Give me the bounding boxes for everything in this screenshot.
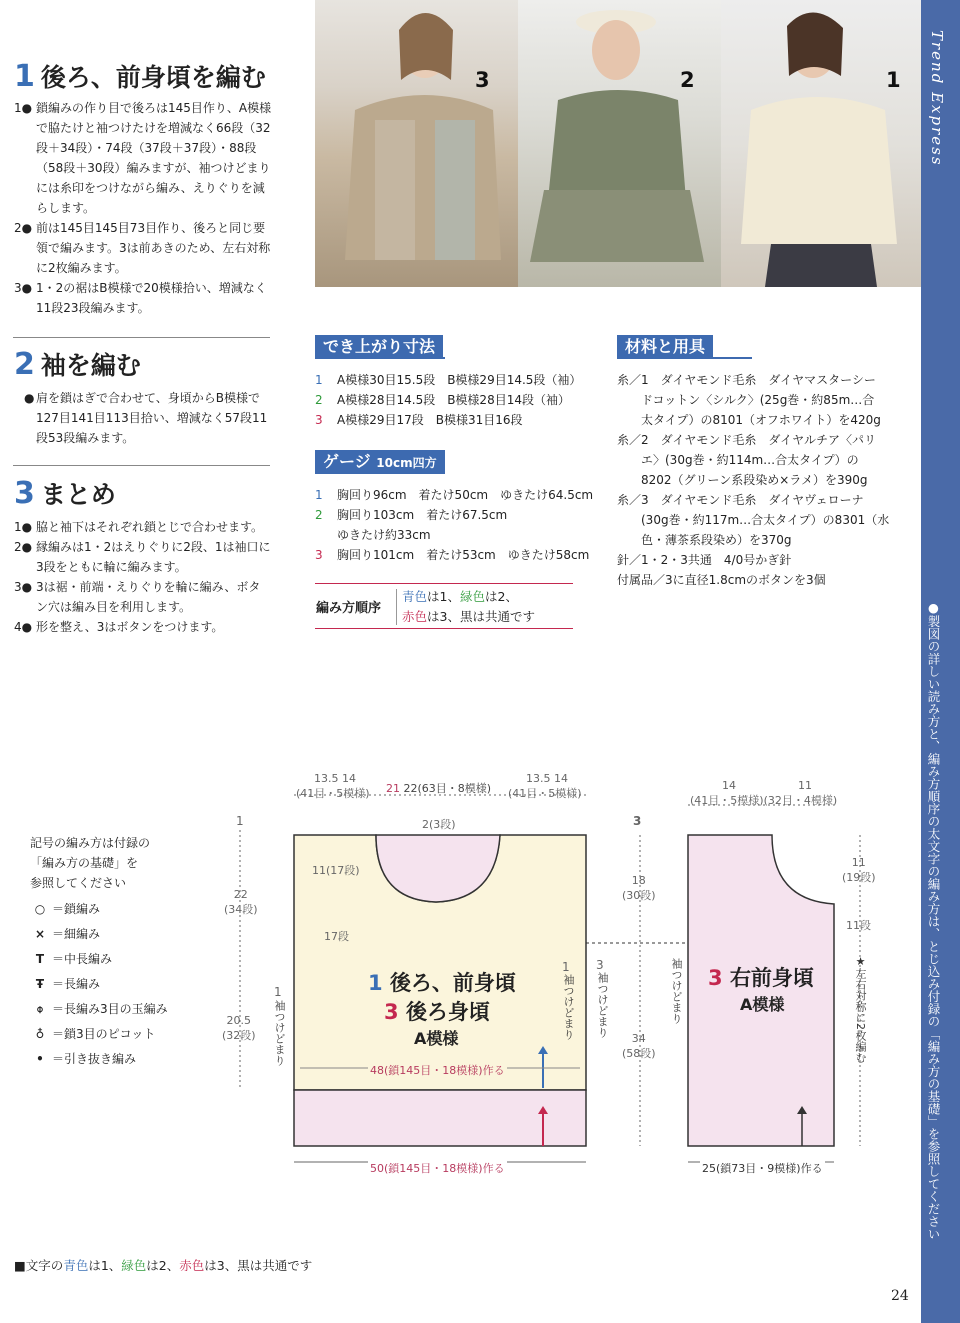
item-number: 4● bbox=[14, 620, 33, 634]
dim-value: 11 bbox=[798, 779, 812, 792]
item-text: 胸回り96cm 着たけ50cm ゆきたけ64.5cm bbox=[337, 488, 594, 502]
item-number: 2 bbox=[315, 508, 323, 522]
label-n3: 3 bbox=[596, 958, 604, 972]
materials-line: 色・薄茶系段染め）を370g bbox=[617, 533, 792, 547]
dim-value: 22 bbox=[233, 888, 248, 901]
item-number: 1● bbox=[14, 101, 33, 115]
step2-title: 袖を編む bbox=[40, 351, 141, 380]
item-text: 脇と袖下はそれぞれ鎖とじで合わせます。 bbox=[36, 520, 264, 534]
right-panel-title bbox=[708, 962, 814, 992]
page-number: 24 bbox=[891, 1288, 909, 1304]
dim-50 bbox=[368, 1160, 507, 1176]
materials-line: 付属品／3に直径1.8cmのボタンを3個 bbox=[617, 573, 826, 587]
dim-value: (41目・5模様)(32目・4模様) bbox=[690, 794, 838, 807]
footer-red: 赤色 bbox=[179, 1258, 205, 1273]
panel-title-1 bbox=[368, 967, 516, 997]
panel-num: 1 bbox=[368, 971, 383, 995]
dim-48 bbox=[368, 1062, 507, 1078]
panel-num: 3 bbox=[708, 966, 723, 990]
legend-intro: 参照してください bbox=[30, 876, 127, 890]
dim-value: 22(63目・8模様) bbox=[403, 782, 492, 795]
dim-value: (32段) bbox=[222, 1029, 256, 1042]
legend-text: ＝中長編み bbox=[52, 952, 113, 966]
panel-text: 後ろ身頃 bbox=[405, 1000, 490, 1024]
bobble-stitch-icon: ⌽ bbox=[36, 1002, 44, 1016]
dim-25: 25(鎖73目・9模様)作る bbox=[702, 1162, 823, 1175]
step2-number: 2 bbox=[14, 347, 35, 382]
dim-value: 20.5 bbox=[226, 1014, 252, 1027]
footer-text: は2、 bbox=[146, 1258, 180, 1273]
picot-icon: ♁ bbox=[35, 1027, 45, 1041]
dim-right-top bbox=[690, 779, 837, 808]
legend-text: ＝鎖編み bbox=[52, 902, 101, 916]
item-text: 形を整え、3はボタンをつけます。 bbox=[36, 620, 224, 634]
materials-tag: 材料と用具 bbox=[617, 335, 713, 359]
dim-value: 48(鎖145目・18模様)作る bbox=[370, 1064, 505, 1077]
step3-title: まとめ bbox=[40, 480, 116, 509]
label-mid-3: 3 bbox=[633, 814, 642, 828]
photo-label-2: 2 bbox=[680, 68, 695, 92]
footer-blue: 青色 bbox=[63, 1258, 89, 1273]
item-number: 3 bbox=[315, 413, 323, 427]
legend-text: ＝長編み3目の玉編み bbox=[52, 1002, 168, 1016]
gauge-title: ゲージ bbox=[323, 452, 371, 471]
materials-line: 8202（グリーン系段染め×ラメ）を390g bbox=[617, 473, 868, 487]
dim-value: 18 bbox=[631, 874, 646, 887]
legend-text: ＝引き抜き編み bbox=[52, 1052, 137, 1066]
item-number: ● bbox=[24, 391, 35, 405]
item-text: A模様29目17段 B模様31目16段 bbox=[337, 413, 523, 427]
step1-number: 1 bbox=[14, 59, 35, 94]
materials-line: 針／1・2・3共通 4/0号かぎ針 bbox=[617, 553, 792, 567]
footer-text: は1、 bbox=[88, 1258, 122, 1273]
panel-text: 右前身頃 bbox=[729, 966, 814, 990]
panel-pattern: A模様 bbox=[740, 995, 785, 1014]
dim-34 bbox=[622, 1032, 656, 1061]
legend-text: ＝細編み bbox=[52, 927, 101, 941]
dim-value: 13.5 14 bbox=[314, 772, 356, 785]
item-text: 胸回り103cm 着たけ67.5cm bbox=[337, 508, 508, 522]
photo-label-1: 1 bbox=[886, 68, 901, 92]
materials-line: 太タイプ）の8101（オフホワイト）を420g bbox=[617, 413, 881, 427]
dim-value: 11 bbox=[851, 856, 866, 869]
label-sleeve-stop: 袖つけどまり bbox=[273, 1000, 286, 1066]
dim-value: (34段) bbox=[224, 903, 258, 916]
dim-value: 14 bbox=[722, 779, 736, 792]
note-mirror: ★左右対称に2枚編む bbox=[854, 955, 867, 1063]
chain-stitch-icon: ○ bbox=[34, 902, 46, 916]
dim-22 bbox=[224, 888, 258, 917]
dim-value: 21 bbox=[386, 782, 400, 795]
materials-line: 糸／3 ダイヤモンド毛糸 ダイヤヴェローナ bbox=[617, 493, 864, 507]
item-text: 鎖編みの作り目で後ろは145目作り、A模様で脇たけと袖つけたけを増減なく66段（32段＋34段）・74段（37段＋37段）・88段（58段＋30段）編みますが、袖つけどまりには糸印をつけながら編み、えりぐりを減らします。 bbox=[36, 101, 272, 215]
legend-intro: 記号の編み方は付録の bbox=[30, 836, 151, 850]
step3-number: 3 bbox=[14, 476, 35, 511]
materials-line: エ〉(30g巻・約114m…合太タイプ）の bbox=[617, 453, 859, 467]
item-text: ゆきたけ約33cm bbox=[337, 528, 431, 542]
double-crochet-icon: Ŧ bbox=[35, 977, 45, 991]
dim-11-rows: 11段 bbox=[846, 919, 871, 932]
dim-value: 13.5 14 bbox=[526, 772, 568, 785]
dim-neck: 2(3段) bbox=[422, 818, 456, 831]
item-number: 2● bbox=[14, 540, 33, 554]
item-text: 縁編みは1・2はえりぐりに2段、1は袖口に3段をともに輪に編みます。 bbox=[36, 540, 271, 574]
legend-intro: 「編み方の基礎」を bbox=[30, 856, 139, 870]
item-text: A模様30目15.5段 B模様29目14.5段（袖） bbox=[337, 373, 582, 387]
dim-value: (30段) bbox=[622, 889, 656, 902]
order-text: は1、 bbox=[427, 589, 460, 604]
panel-text: 後ろ、前身頃 bbox=[389, 971, 516, 995]
single-crochet-icon: × bbox=[34, 927, 46, 941]
footer-note bbox=[14, 1256, 312, 1274]
item-number: 2 bbox=[315, 393, 323, 407]
dim-11 bbox=[842, 856, 876, 885]
legend-text: ＝長編み bbox=[52, 977, 101, 991]
gauge-subtitle: 10cm四方 bbox=[376, 456, 437, 470]
materials-line: 糸／2 ダイヤモンド毛糸 ダイヤルチア〈パリ bbox=[617, 433, 877, 447]
item-number: 3● bbox=[14, 281, 33, 295]
slip-stitch-icon: • bbox=[36, 1052, 44, 1066]
order-label: 編み方順序 bbox=[316, 601, 382, 616]
materials-line: ドコットン〈シルク〉(25g巻・約85m…合 bbox=[617, 393, 875, 407]
item-text: 胸回り101cm 着たけ53cm ゆきたけ58cm bbox=[337, 548, 590, 562]
photo-label-3: 3 bbox=[475, 68, 490, 92]
item-number: 1● bbox=[14, 520, 33, 534]
item-text: 前は145目145目73目作り、後ろと同じ要領で編みます。3は前あきのため、左右対称に2枚編みます。 bbox=[36, 221, 271, 275]
side-note: ●製図の詳しい読み方と、編み方順序の太文字の編み方は、とじ込み付録の「編み方の基礎」を参照してください bbox=[926, 600, 941, 1240]
item-text: 1・2の裾はB模様で20模様拾い、増減なく11段23段編みます。 bbox=[36, 281, 267, 315]
brand-title: Trend Express bbox=[928, 30, 946, 167]
label-sleeve-stop: 袖つけどまり bbox=[562, 974, 575, 1040]
footer-text: は3、黒は共通です bbox=[204, 1258, 313, 1273]
order-text: は3、黒は共通です bbox=[427, 609, 535, 624]
item-number: 1 bbox=[315, 488, 323, 502]
footer-text: ■文字の bbox=[14, 1258, 64, 1273]
label-side-1: 1 bbox=[236, 814, 244, 828]
panel-pattern: A模様 bbox=[414, 1029, 459, 1048]
dim-17-rows: 17段 bbox=[324, 930, 349, 943]
dim-value: (41目・5模様) bbox=[296, 787, 370, 800]
panel-num: 3 bbox=[384, 1000, 399, 1024]
color-red: 赤色 bbox=[402, 609, 428, 624]
color-green: 緑色 bbox=[459, 589, 485, 604]
legend-text: ＝鎖3目のピコット bbox=[52, 1027, 156, 1041]
materials-line: 糸／1 ダイヤモンド毛糸 ダイヤマスターシー bbox=[617, 373, 876, 387]
dim-value: (41目・5模様) bbox=[508, 787, 582, 800]
item-number: 2● bbox=[14, 221, 33, 235]
label-sleeve-n: 1 bbox=[274, 985, 282, 999]
label-sleeve-stop: 袖つけどまり bbox=[670, 958, 683, 1024]
item-text: 肩を鎖はぎで合わせて、身頃からB模様で127目141目113目拾い、増減なく57段11段53段編みます。 bbox=[36, 391, 268, 445]
item-text: 3は裾・前端・えりぐりを輪に編み、ボタン穴は編み目を利用します。 bbox=[36, 580, 261, 614]
dim-value: (19段) bbox=[842, 871, 876, 884]
item-number: 3● bbox=[14, 580, 33, 594]
dim-205 bbox=[222, 1014, 256, 1043]
half-double-crochet-icon: T bbox=[35, 952, 45, 966]
label-n1: 1 bbox=[562, 960, 570, 974]
order-text: は2、 bbox=[484, 589, 518, 604]
footer-green: 緑色 bbox=[121, 1258, 147, 1273]
color-blue: 青色 bbox=[402, 589, 428, 604]
step1-title: 後ろ、前身頃を編む bbox=[40, 63, 266, 92]
item-text: A模様28目14.5段 B模様28目14段（袖） bbox=[337, 393, 570, 407]
dim-top-right bbox=[508, 772, 582, 801]
finished-sizes-tag: でき上がり寸法 bbox=[315, 335, 443, 359]
dim-top-left bbox=[296, 772, 370, 801]
dim-neck-11: 11(17段) bbox=[312, 864, 360, 877]
dim-top-mid bbox=[386, 780, 491, 796]
materials-line: (30g巻・約117m…合太タイプ）の8301（水 bbox=[617, 513, 890, 527]
label-sleeve-stop: 袖つけどまり bbox=[596, 972, 609, 1038]
dim-value: 34 bbox=[631, 1032, 646, 1045]
dim-value: 50(鎖145目・18模様)作る bbox=[370, 1162, 505, 1175]
panel-title-3 bbox=[384, 996, 490, 1026]
dim-value: (58段) bbox=[622, 1047, 656, 1060]
dim-18 bbox=[622, 874, 656, 903]
item-number: 3 bbox=[315, 548, 323, 562]
item-number: 1 bbox=[315, 373, 323, 387]
